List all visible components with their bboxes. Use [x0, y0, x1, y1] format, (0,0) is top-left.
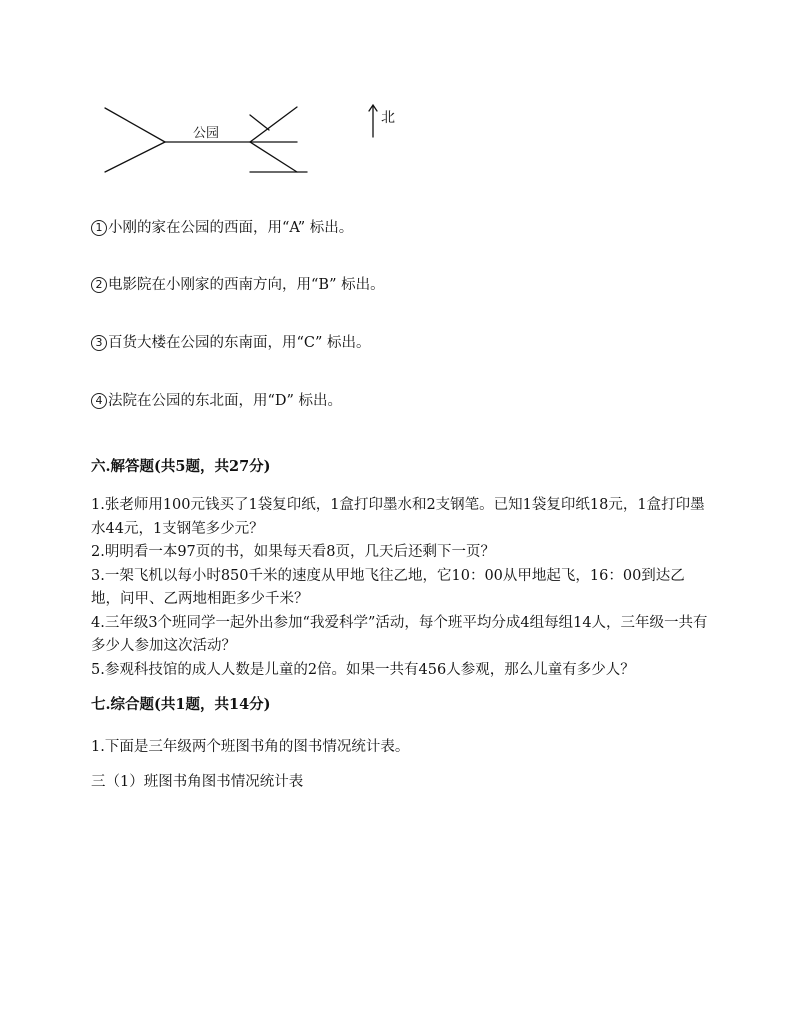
question-4: 4.三年级3个班同学一起外出参加“我爱科学”活动，每个班平均分成4组每组14人，三年级一共有多少人参加这次活动？ — [91, 614, 708, 654]
road-short-branch — [250, 115, 269, 130]
instruction-text: 电影院在小刚家的西南方向，用“B” 标出。 — [108, 277, 385, 293]
instruction-2 — [91, 275, 385, 295]
question-1: 1.张老师用100元钱买了1袋复印纸，1盒打印墨水和2支钢笔。已知1袋复印纸18元，1盒打印墨水44元，1支钢笔多少元？ — [91, 497, 705, 537]
instruction-4 — [91, 391, 342, 411]
circled-number: 3 — [91, 335, 107, 351]
circled-number: 2 — [91, 277, 107, 293]
instruction-text: 法院在公园的东北面，用“D” 标出。 — [108, 393, 343, 409]
question-5: 5.参观科技馆的成人人数是儿童的2倍。如果一共有456人参观，那么儿童有多少人？ — [91, 661, 635, 678]
circled-number: 1 — [91, 220, 107, 236]
instruction-1 — [91, 218, 353, 238]
north-label: 北 — [381, 110, 395, 126]
circled-number: 4 — [91, 393, 107, 409]
section6-title: 六.解答题(共5题，共27分) — [91, 458, 271, 475]
road-right-southeast — [250, 142, 297, 172]
instruction-text: 小刚的家在公园的西面，用“A” 标出。 — [108, 220, 354, 236]
section7-question: 1.下面是三年级两个班图书角的图书情况统计表。 — [91, 739, 410, 755]
map-diagram — [95, 95, 415, 185]
road-left-upper — [105, 108, 165, 142]
instruction-3 — [91, 333, 371, 353]
park-label: 公园 — [193, 126, 220, 141]
section7-title: 七.综合题(共1题，共14分) — [91, 696, 271, 713]
section6-questions — [91, 494, 711, 682]
question-2: 2.明明看一本97页的书，如果每天看8页，几天后还剩下一页？ — [91, 544, 496, 560]
road-right-northeast — [250, 107, 297, 142]
instruction-text: 百货大楼在公园的东南面，用“C” 标出。 — [108, 335, 371, 351]
road-left-lower — [105, 142, 165, 172]
map-figure — [95, 95, 415, 185]
question-3: 3.一架飞机以每小时850千米的速度从甲地飞往乙地，它10：00从甲地起飞，16：00到达乙地，问甲、乙两地相距多少千米？ — [91, 567, 685, 607]
table-title: 三（1）班图书角图书情况统计表 — [91, 774, 304, 790]
